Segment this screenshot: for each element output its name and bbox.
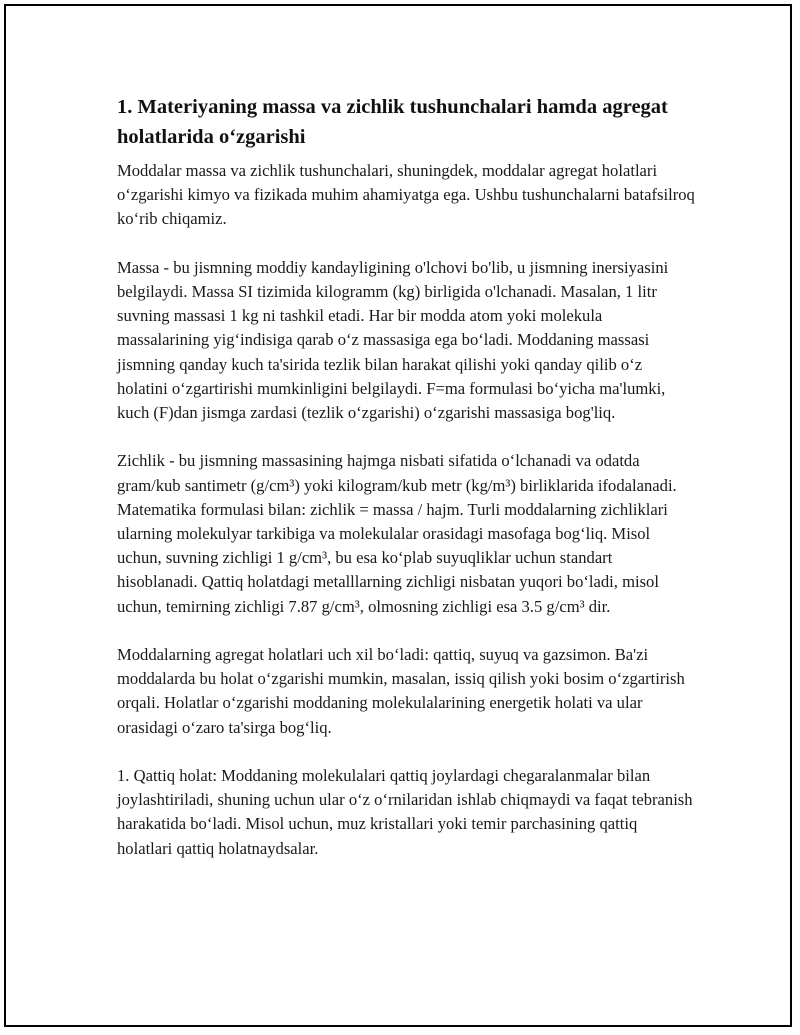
document-body <box>117 92 695 885</box>
paragraph-qattiq-holat: 1. Qattiq holat: Moddaning molekulalari qattiq joylardagi chegaralanmalar bilan joylashtiriladi, shuning uchun ular o‘z o‘rnilaridan ishlab chiqmaydi va faqat tebranish harakatida bo‘ladi. Misol uchun, muz kristallari yoki temir parchasining qattiq holatlari qattiq holatnaydsalar. <box>117 766 693 858</box>
document-title: 1. Materiyaning massa va zichlik tushunchalari hamda agregat holatlarida o‘zgarishi <box>117 96 668 148</box>
paragraph-agregat-holatlar: Moddalarning agregat holatlari uch xil bo‘ladi: qattiq, suyuq va gazsimon. Ba'zi moddalarda bu holat o‘zgarishi mumkin, masalan, issiq qilish yoki bosim o‘zgartirish orqali. Holatlar o‘zgarishi moddaning molekulalarining energetik holati va ular orasidagi o‘zaro ta'sirga bog‘liq. <box>117 645 685 737</box>
paragraph-intro: Moddalar massa va zichlik tushunchalari, shuningdek, moddalar agregat holatlari o‘zgarishi kimyo va fizikada muhim ahamiyatga ega. Ushbu tushunchalarni batafsilroq ko‘rib chiqamiz. <box>117 161 695 229</box>
paragraph-massa: Massa - bu jismning moddiy kandayligining o'lchovi bo'lib, u jismning inersiyasini belgilaydi. Massa SI tizimida kilogramm (kg) birligida o'lchanadi. Masalan, 1 litr suvning massasi 1 kg ni tashkil etadi. Har bir modda atom yoki molekula massalarining yig‘indisiga qarab o‘z massasiga ega bo‘ladi. Moddaning massasi jismning qanday kuch ta'sirida tezlik bilan harakat qilishi yoki qanday qilib o‘z holatini o‘zgartirishi mumkinligini belgilaydi. F=ma formulasi bo‘yicha ma'lumki, kuch (F)dan jismga zardasi (tezlik o‘zgarishi) o‘zgarishi massasiga bog'liq. <box>117 257 669 423</box>
paragraph-zichlik: Zichlik - bu jismning massasining hajmga nisbati sifatida o‘lchanadi va odatda gram/kub santimetr (g/cm³) yoki kilogram/kub metr (kg/m³) birliklarida ifodalanadi. Matematika formulasi bilan: zichlik = massa / hajm. Turli moddalarning zichliklari ularning molekulyar tarkibiga va molekulalar orasidagi masofaga bog‘liq. Misol uchun, suvning zichligi 1 g/cm³, bu esa ko‘plab suyuqliklar uchun standart hisoblanadi. Qattiq holatdagi metalllarning zichligi nisbatan yuqori bo‘ladi, misol uchun, temirning zichligi 7.87 g/cm³, olmosning zichligi esa 3.5 g/cm³ dir. <box>117 451 677 616</box>
